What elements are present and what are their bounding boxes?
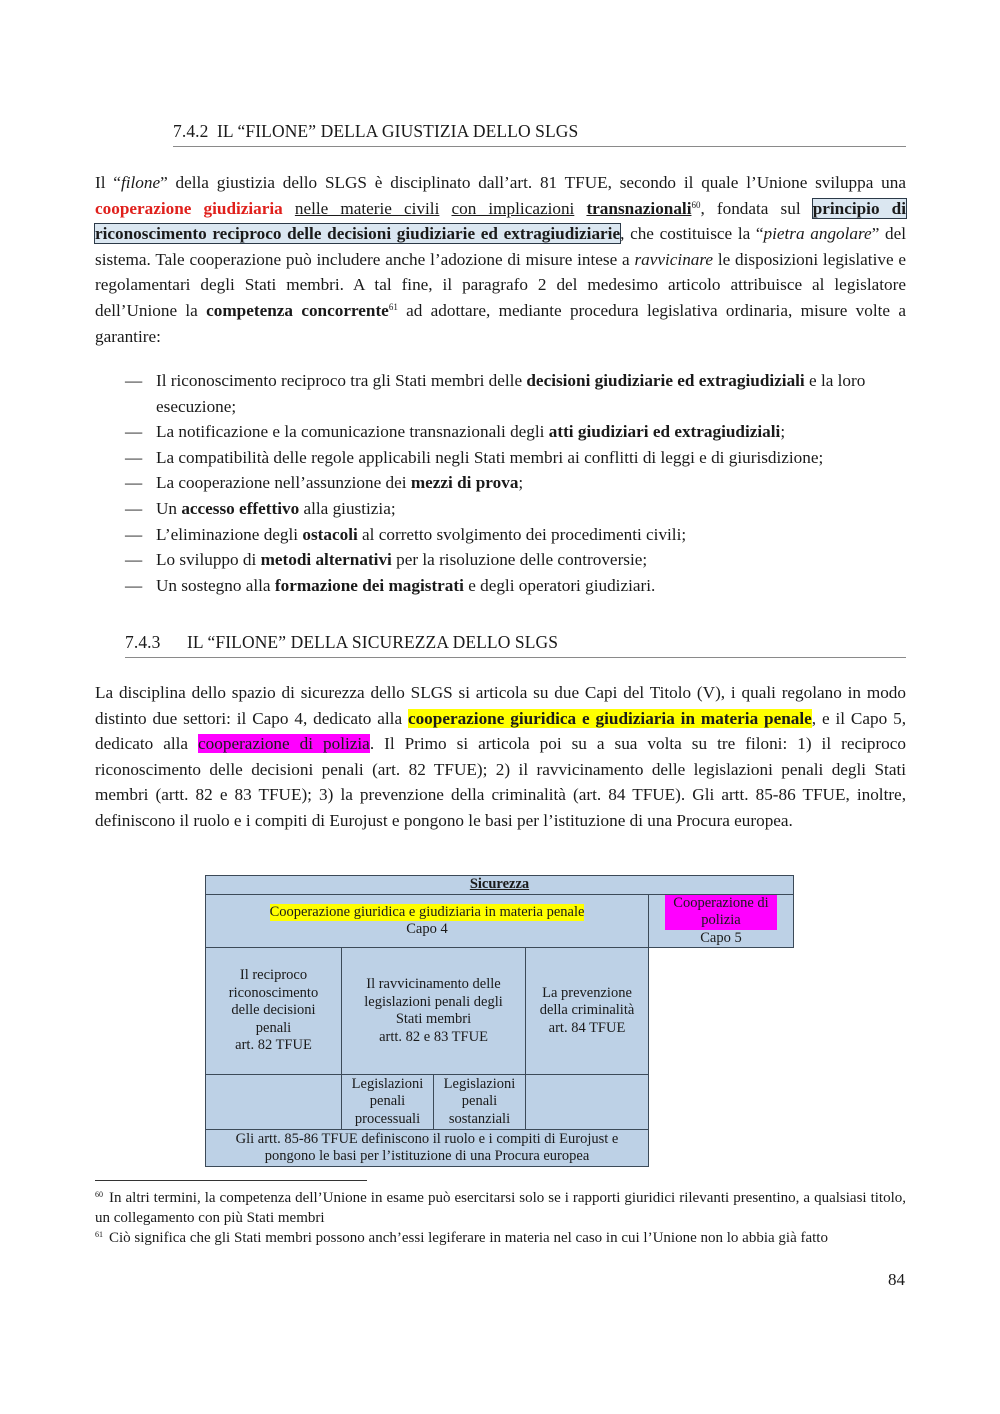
dash-bullet: — [125, 524, 143, 544]
diagram-text: Capo 5 [700, 929, 742, 946]
diagram-text: delle decisioni [231, 1002, 316, 1019]
footnote-number: 60 [95, 1190, 103, 1199]
text-run: Un sostegno alla [156, 575, 275, 595]
heading-text: L “ [192, 632, 216, 652]
bold-text: mezzi di prova [410, 473, 519, 493]
text-run: Il “ [95, 173, 121, 192]
diagram-text: Capo 4 [406, 921, 448, 937]
heading-text: FILONE [245, 121, 309, 141]
highlight-yellow: cooperazione giuridica e giudiziaria in materia penale [407, 708, 812, 728]
diagram-col-riconoscimento [205, 947, 342, 1075]
footnote-61 [95, 1229, 906, 1249]
dash-bullet: — [125, 422, 143, 442]
bold-text: accesso effettivo [181, 498, 300, 518]
heading-text: SLGS [514, 632, 559, 652]
diagram-empty-cell [205, 1074, 342, 1130]
text-run: alla giustizia; [299, 498, 396, 518]
diagram-text: Il ravvicinamento delle [366, 976, 501, 992]
heading-text: L “ [222, 121, 246, 141]
text-run: filone [120, 173, 161, 192]
list-item [125, 445, 906, 471]
list-item [125, 470, 906, 496]
diagram-text: della criminalità [539, 1002, 635, 1019]
diagram-text: Stati membri [395, 1011, 472, 1027]
text-run: Il riconoscimento reciproco tra gli Stati membri delle [156, 371, 527, 390]
text-run: . Il Primo si articola poi su a sua volta su tre filoni: 1) il reciproco riconoscimento delle decisioni penali (art. 82 TFUE); 2) il ravvicinamento delle legislazioni penali degli Stati membri (artt. 82 e 83 TFUE); 3) la prevenzione della criminalità (art. 84 TFUE). Gli artt. 85-86 TFUE, inoltre, definiscono il ruolo e i compiti di Eurojust e pongono le basi per l’istituzione di una Procura europea. [95, 734, 907, 830]
text-run: ; [780, 422, 786, 442]
highlight-magenta: cooperazione di polizia [198, 734, 370, 754]
footnote-text: Ciò significa che gli Stati membri possono anch’essi legiferare in materia nel caso in cui l’Unione non lo abbia già fatto [109, 1230, 828, 1246]
diagram-text: Gli artt. 85-86 TFUE definiscono il ruolo e i compiti di Eurojust e [235, 1130, 619, 1147]
text-run: ravvicinare [634, 249, 714, 269]
diagram-text: sostanziali [448, 1110, 511, 1127]
heading-text: SLGS [535, 121, 579, 141]
underlined-text: con implicazioni [451, 198, 575, 218]
diagram-text: Legislazioni [443, 1075, 516, 1092]
text-run: La notificazione e la comunicazione transnazionali degli [156, 422, 549, 442]
diagram-text: La prevenzione [542, 984, 632, 1001]
diagram-text: pongono le basi per l’istituzione di una Procura europea [264, 1148, 590, 1164]
diagram-eurojust [205, 1129, 649, 1167]
text-run: per la risoluzione delle controversie; [391, 550, 648, 570]
bullet-list [125, 368, 906, 598]
bold-text: competenza concorrente [206, 300, 389, 320]
diagram-text: Cooperazione giuridica e giudiziaria in materia penale [269, 903, 585, 920]
page-number: 84 [888, 1270, 905, 1289]
list-item [125, 368, 906, 419]
text-run: le disposizioni legislative e regolamentari degli Stati membri. A tal fine, il paragrafo 2 del medesimo articolo attribuisce al legislatore dell’Unione la [95, 249, 907, 320]
bold-text: ostacoli [302, 524, 358, 544]
diagram-sub-sostanziali [433, 1074, 526, 1130]
diagram-text: legislazioni penali degli [364, 993, 503, 1010]
list-item [125, 522, 906, 548]
diagram-text: artt. 82 e 83 TFUE [379, 1028, 488, 1045]
diagram-col-prevenzione [525, 947, 649, 1075]
heading-text: FILONE [215, 632, 279, 652]
section-heading-7-4-3 [125, 632, 906, 658]
underlined-bold-text: transnazionali [586, 198, 692, 218]
list-item [125, 419, 906, 445]
text-run: , fondata sul [700, 198, 813, 218]
text-run [283, 199, 295, 218]
diagram-text: Il reciproco [239, 967, 308, 984]
text-run: La cooperazione nell’assunzione dei [156, 473, 411, 493]
diagram-text: riconoscimento [228, 984, 319, 1001]
dash-bullet: — [125, 498, 143, 518]
text-run: La compatibilità delle regole applicabili negli Stati membri ai conflitti di leggi e di giurisdizione; [156, 447, 824, 467]
diagram-sub-processuali [341, 1074, 434, 1130]
dash-bullet: — [125, 447, 143, 467]
diagram-empty-cell [525, 1074, 649, 1130]
diagram-header-sicurezza [205, 875, 794, 895]
text-run [574, 199, 586, 218]
diagram-text: art. 82 TFUE [235, 1037, 312, 1054]
text-run: e la loro esecuzione; [156, 371, 866, 416]
diagram-col-ravvicinamento [341, 947, 526, 1075]
bold-text: atti giudiziari ed extragiudiziali [548, 422, 781, 442]
section-number: 7.4.3 [125, 632, 161, 652]
footnote-separator [95, 1180, 367, 1181]
footnote-text: In altri termini, la competenza dell’Unione in esame può esercitarsi solo se i rapporti giuridici rilevanti presentino, a qualsiasi titolo, un collegamento con più Stati membri [95, 1190, 906, 1226]
dash-bullet: — [125, 550, 143, 570]
text-run: ; [518, 473, 524, 493]
text-run: , che costituisce la “ [620, 224, 764, 244]
text-run: , e il Capo 5, dedicato alla [95, 708, 906, 754]
dash-bullet: — [125, 575, 143, 595]
diagram-text: processuali [354, 1110, 421, 1127]
bold-text: metodi alternativi [260, 550, 392, 570]
dash-bullet: — [125, 473, 143, 493]
paragraph-giustizia [95, 170, 906, 349]
list-item [125, 573, 906, 599]
footnote-number: 61 [95, 1230, 103, 1239]
highlight-red: cooperazione giudiziaria [95, 198, 283, 218]
text-run: Lo sviluppo di [156, 550, 261, 570]
list-item [125, 547, 906, 573]
list-item [125, 496, 906, 522]
diagram-capo5 [648, 894, 794, 948]
heading-text: I [216, 121, 223, 141]
boxed-text: principio di riconoscimento reciproco delle decisioni giudiziarie ed extragiudiziarie [95, 198, 906, 244]
diagram-capo4 [205, 894, 649, 948]
diagram-text: penali [461, 1093, 498, 1110]
dash-bullet: — [125, 371, 143, 390]
diagram-text: Cooperazione di polizia [665, 895, 777, 930]
text-run: L’eliminazione degli [156, 524, 303, 544]
text-run [439, 199, 451, 218]
text-run: pietra angolare [763, 224, 872, 244]
footnote-60 [95, 1189, 906, 1228]
bold-text: decisioni giudiziarie ed extragiudiziali [526, 371, 805, 390]
text-run: e degli operatori giudiziari. [463, 575, 656, 595]
diagram-text: art. 84 TFUE [548, 1019, 626, 1036]
footnote-ref-60[interactable]: 60 [691, 199, 701, 210]
text-run: Un [156, 498, 182, 518]
diagram-text: penali [369, 1093, 406, 1110]
text-run: al corretto svolgimento dei procedimenti civili; [357, 524, 687, 544]
underlined-text: nelle materie civili [294, 198, 440, 218]
footnote-ref-61[interactable]: 61 [388, 301, 398, 312]
diagram-text: Sicurezza [469, 876, 530, 893]
section-heading-7-4-2 [173, 121, 906, 147]
text-run: ad adottare, mediante procedura legislativa ordinaria, misure volte a garantire: [95, 300, 906, 346]
bold-text: formazione dei magistrati [274, 575, 464, 595]
section-number: 7.4.2 [173, 121, 209, 141]
text-run: La disciplina dello spazio di sicurezza dello SLGS si articola su due Capi del Titolo (V), i quali regolano in modo distinto due settori: il Capo 4, dedicato alla [95, 683, 906, 728]
text-run: ” della giustizia dello SLGS è disciplinato dall’art. 81 TFUE, secondo il quale l’Unione sviluppa una [160, 173, 906, 192]
diagram-text: Legislazioni [351, 1075, 424, 1092]
heading-text: I [186, 632, 193, 652]
text-run: ” del sistema. Tale cooperazione può includere anche l’adozione di misure intese a [95, 224, 906, 269]
heading-text: ” DELLA SICUREZZA DELLO [278, 632, 515, 652]
heading-text: ” DELLA GIUSTIZIA DELLO [308, 121, 536, 141]
diagram-text: penali [255, 1019, 292, 1036]
paragraph-sicurezza [95, 680, 906, 834]
